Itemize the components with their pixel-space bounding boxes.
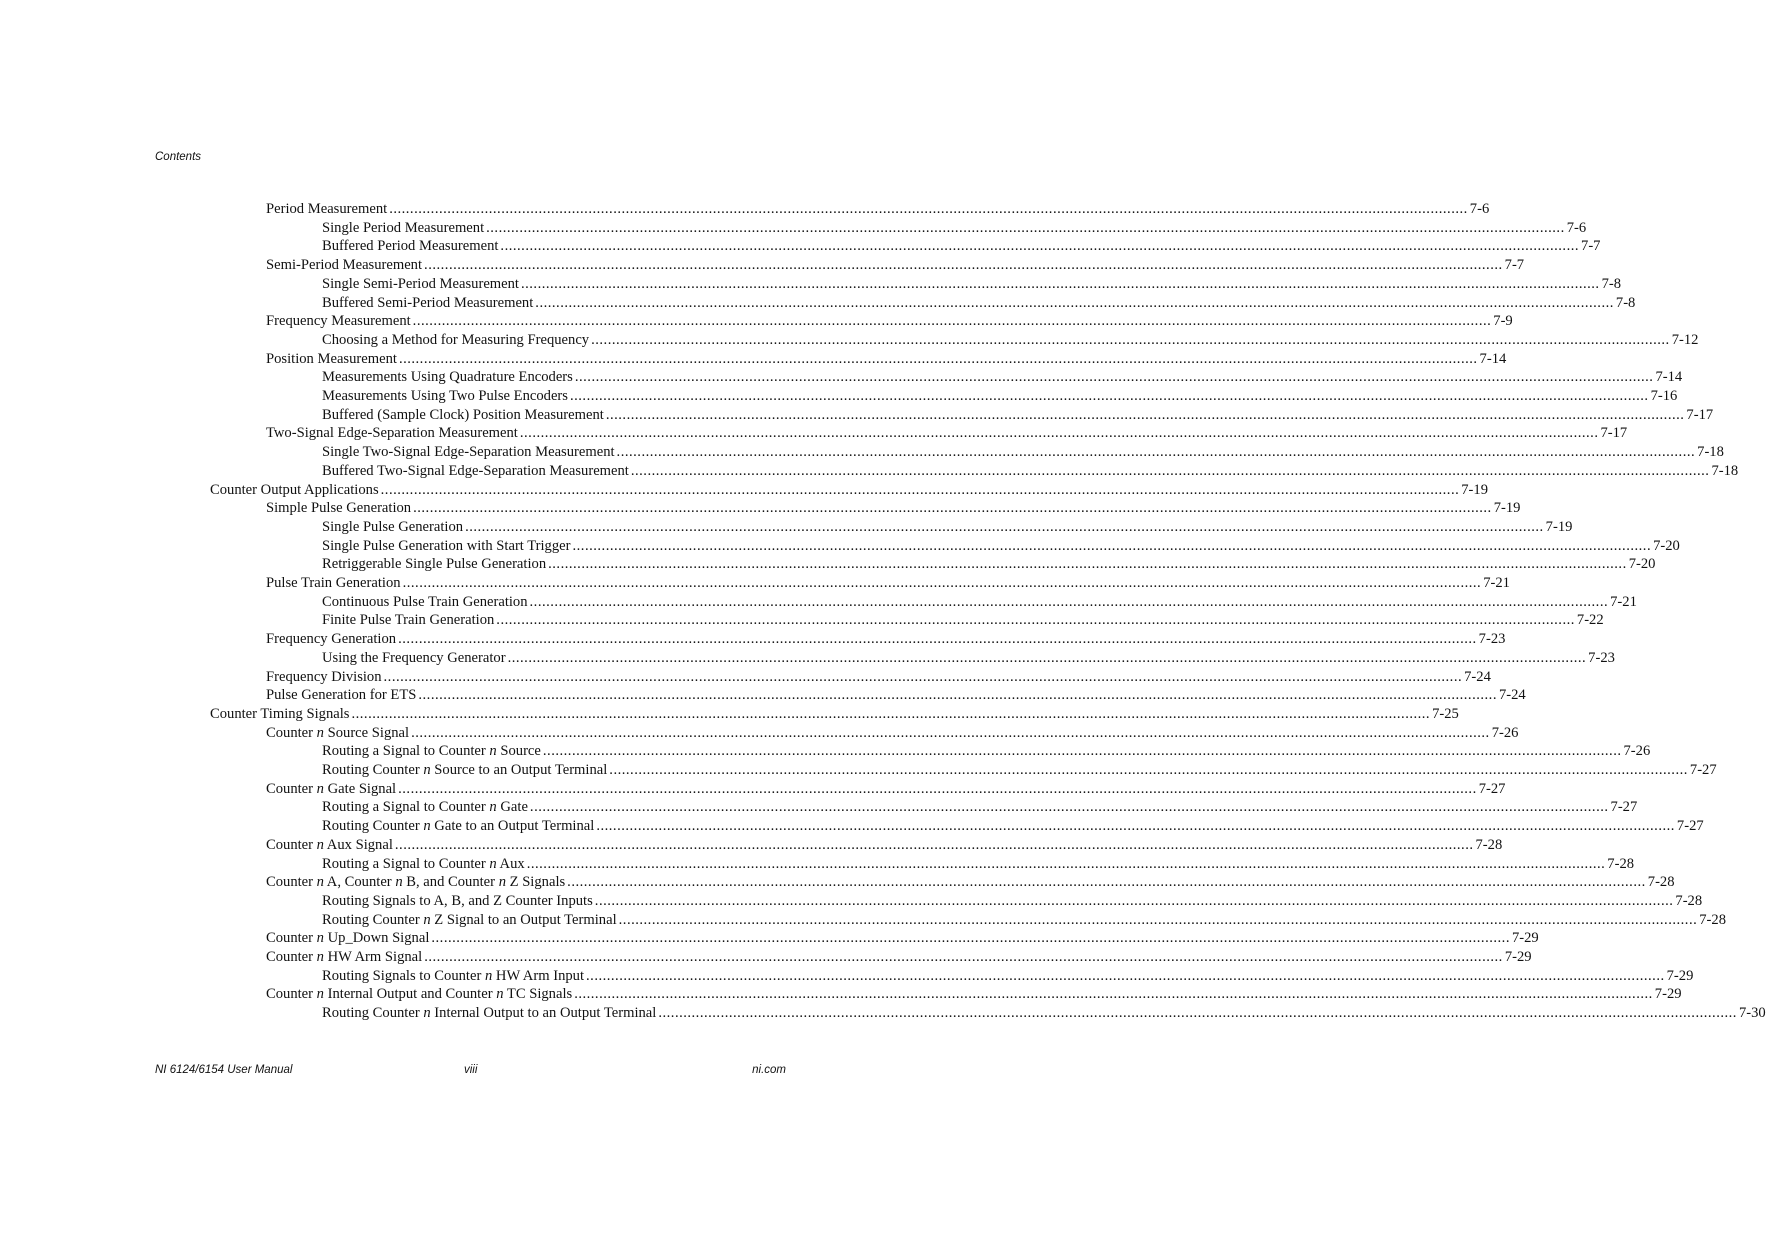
toc-page-number: 7-28	[1607, 855, 1635, 872]
toc-title-text: Routing a Signal to Counter	[322, 855, 490, 872]
toc-title-variable: n	[316, 949, 324, 965]
toc-title-variable: n	[316, 724, 324, 741]
toc-title-variable: n	[489, 743, 497, 760]
toc-dot-leader: ....................................................................................................................................................................................................................................................................	[591, 331, 1670, 348]
toc-entry-title	[322, 294, 533, 313]
toc-title-text: Routing Counter	[322, 911, 424, 928]
toc-title-text: Retriggerable Single Pulse Generation	[322, 556, 547, 573]
toc-dot-leader: ....................................................................................................................................................................................................................................................................	[572, 537, 1652, 554]
toc-dot-leader: ....................................................................................................................................................................................................................................................................	[418, 687, 1497, 704]
toc-dot-leader: ....................................................................................................................................................................................................................................................................	[398, 631, 1477, 648]
toc-dot-leader: ....................................................................................................................................................................................................................................................................	[413, 500, 1492, 517]
toc-entry[interactable]	[322, 368, 1683, 387]
toc-entry-title	[266, 312, 411, 331]
toc-entry-title	[322, 387, 568, 406]
toc-entry[interactable]	[322, 537, 1680, 556]
toc-title-text: Routing Counter	[322, 1005, 424, 1022]
toc-page-number: 7-26	[1491, 724, 1519, 741]
toc-page-number: 7-6	[1469, 201, 1490, 217]
toc-entry[interactable]	[322, 406, 1714, 425]
toc-title-variable: n	[496, 986, 504, 1003]
toc-dot-leader: ....................................................................................................................................................................................................................................................................	[398, 350, 1478, 367]
toc-title-variable: n	[316, 836, 324, 853]
toc-entry[interactable]	[322, 237, 1601, 256]
toc-dot-leader: ....................................................................................................................................................................................................................................................................	[596, 818, 1675, 835]
toc-entry-title	[322, 518, 463, 537]
toc-dot-leader: ....................................................................................................................................................................................................................................................................	[402, 575, 1482, 591]
toc-entry[interactable]	[266, 929, 1539, 948]
toc-entry-title	[266, 574, 401, 593]
toc-entry[interactable]	[322, 518, 1573, 537]
toc-title-text: Aux	[496, 855, 525, 872]
toc-page-number: 7-8	[1601, 275, 1622, 292]
toc-entry-title	[322, 611, 494, 630]
toc-entry[interactable]	[322, 817, 1704, 836]
toc-title-text: Counter	[266, 780, 317, 797]
toc-title-text: Source	[496, 743, 541, 760]
toc-page-number: 7-30	[1738, 1005, 1766, 1022]
toc-title-text: Buffered (Sample Clock) Position Measurement	[322, 406, 604, 423]
toc-title-variable: n	[316, 874, 324, 891]
toc-title-variable: n	[489, 855, 497, 872]
toc-entry-title	[322, 649, 506, 668]
toc-title-text: Z Signals	[505, 874, 566, 891]
toc-title-variable: n	[423, 762, 431, 778]
toc-page-number: 7-14	[1479, 350, 1507, 367]
toc-entry[interactable]	[322, 219, 1587, 238]
toc-title-text: Internal Output and Counter	[323, 986, 497, 1003]
toc-dot-leader: ....................................................................................................................................................................................................................................................................	[520, 275, 1600, 292]
toc-page-number: 7-7	[1504, 257, 1525, 274]
toc-entry[interactable]	[322, 593, 1637, 612]
toc-dot-leader: ....................................................................................................................................................................................................................................................................	[616, 444, 1696, 461]
toc-entry-title	[322, 911, 617, 930]
footer-website: ni.com	[752, 1064, 786, 1076]
toc-title-text: Finite Pulse Train Generation	[322, 612, 495, 629]
toc-title-variable: n	[316, 930, 324, 947]
toc-dot-leader: ....................................................................................................................................................................................................................................................................	[394, 836, 1474, 853]
toc-entry-title	[322, 855, 525, 874]
toc-title-text: Counter	[266, 949, 317, 965]
toc-entry[interactable]	[322, 275, 1622, 294]
toc-title-text: Routing Counter	[322, 818, 424, 835]
toc-title-text: Single Pulse Generation	[322, 518, 464, 535]
toc-entry-title	[322, 967, 584, 986]
toc-entry[interactable]	[266, 836, 1503, 855]
toc-dot-leader: ....................................................................................................................................................................................................................................................................	[383, 668, 1463, 685]
toc-page-number: 7-29	[1666, 967, 1694, 984]
toc-title-text: Single Semi-Period Measurement	[322, 275, 519, 292]
toc-page-number: 7-24	[1464, 668, 1491, 685]
toc-entry[interactable]	[266, 668, 1491, 687]
toc-dot-leader: ....................................................................................................................................................................................................................................................................	[431, 930, 1510, 947]
toc-entry[interactable]	[322, 761, 1717, 780]
footer-manual-title: NI 6124/6154 User Manual	[155, 1064, 293, 1076]
toc-dot-leader: ....................................................................................................................................................................................................................................................................	[486, 219, 1565, 236]
toc-page-number: 7-28	[1675, 892, 1703, 909]
toc-entry-title	[322, 1004, 656, 1023]
toc-page-number: 7-20	[1653, 537, 1680, 554]
toc-title-text: Counter	[266, 930, 317, 947]
toc-entry-title	[322, 798, 528, 817]
toc-title-text: Gate Signal	[323, 780, 397, 797]
toc-title-text: Frequency Division	[266, 668, 382, 685]
toc-dot-leader: ....................................................................................................................................................................................................................................................................	[398, 780, 1477, 797]
toc-entry-title	[266, 630, 396, 649]
toc-entry-title	[266, 668, 382, 687]
toc-page-number: 7-27	[1478, 780, 1506, 797]
running-head: Contents	[155, 151, 202, 163]
toc-title-text: Choosing a Method for Measuring Frequency	[322, 331, 590, 348]
toc-entry-title	[322, 368, 573, 387]
toc-title-text: Single Two-Signal Edge-Separation Measurement	[322, 444, 615, 461]
toc-title-text: Internal Output to an Output Terminal	[430, 1005, 657, 1022]
toc-dot-leader: ....................................................................................................................................................................................................................................................................	[630, 462, 1710, 479]
toc-entry-title	[322, 462, 629, 481]
toc-entry-title	[266, 780, 396, 799]
toc-entry[interactable]	[266, 630, 1506, 649]
toc-page-number: 7-19	[1493, 500, 1521, 517]
toc-page-number: 7-27	[1676, 818, 1704, 835]
toc-title-text: Buffered Period Measurement	[322, 238, 499, 255]
toc-page-number: 7-29	[1654, 986, 1682, 1003]
toc-title-text: Semi-Period Measurement	[266, 257, 423, 274]
toc-title-variable: n	[423, 818, 431, 835]
toc-dot-leader: ....................................................................................................................................................................................................................................................................	[569, 388, 1649, 404]
toc-entry-title	[266, 350, 397, 369]
toc-entry-title	[322, 331, 589, 350]
toc-entry[interactable]	[322, 742, 1651, 761]
toc-page-number: 7-9	[1493, 313, 1513, 330]
toc-entry-title	[322, 593, 528, 612]
toc-title-text: Buffered Two-Signal Edge-Separation Measurement	[322, 462, 629, 479]
toc-entry[interactable]	[322, 294, 1636, 313]
toc-page-number: 7-23	[1478, 631, 1506, 648]
toc-title-text: Measurements Using Two Pulse Encoders	[322, 388, 568, 404]
toc-page-number: 7-18	[1697, 444, 1724, 461]
toc-title-text: Source to an Output Terminal	[430, 762, 608, 778]
toc-entry[interactable]	[266, 574, 1510, 593]
toc-title-variable: n	[484, 967, 493, 984]
toc-entry[interactable]	[322, 387, 1678, 406]
toc-entry-title	[322, 537, 571, 556]
toc-entry-title	[322, 406, 604, 425]
toc-title-variable: n	[423, 911, 431, 928]
toc-entry[interactable]	[322, 892, 1703, 911]
toc-entry[interactable]	[322, 611, 1604, 630]
footer-page-number: viii	[464, 1064, 478, 1076]
toc-page-number: 7-20	[1628, 556, 1656, 573]
toc-dot-leader: ....................................................................................................................................................................................................................................................................	[535, 294, 1614, 311]
toc-title-variable: n	[395, 874, 403, 891]
toc-page-number: 7-17	[1600, 425, 1628, 442]
toc-page-number: 7-14	[1655, 369, 1683, 386]
toc-entry-title	[210, 481, 379, 500]
toc-page-number: 7-18	[1711, 462, 1739, 479]
toc-entry[interactable]	[322, 462, 1739, 481]
toc-dot-leader: ....................................................................................................................................................................................................................................................................	[500, 238, 1580, 255]
toc-title-text: Gate to an Output Terminal	[430, 818, 595, 835]
toc-dot-leader: ....................................................................................................................................................................................................................................................................	[529, 593, 1609, 610]
toc-title-text: Routing Counter	[322, 762, 424, 778]
toc-title-variable: n	[316, 986, 324, 1003]
toc-entry[interactable]	[210, 705, 1459, 724]
toc-entry-title	[266, 929, 429, 948]
toc-entry[interactable]	[266, 948, 1532, 967]
toc-page-number: 7-29	[1511, 930, 1539, 947]
toc-page-number: 7-25	[1432, 705, 1459, 722]
toc-dot-leader: ....................................................................................................................................................................................................................................................................	[567, 874, 1646, 891]
toc-dot-leader: ....................................................................................................................................................................................................................................................................	[380, 481, 1460, 498]
toc-entry[interactable]	[266, 873, 1675, 892]
toc-title-text: HW Arm Input	[492, 967, 585, 984]
toc-page-number: 7-19	[1545, 518, 1573, 535]
toc-page-number: 7-21	[1610, 593, 1637, 610]
toc-entry[interactable]	[266, 780, 1506, 799]
toc-entry-title	[266, 256, 422, 275]
toc-entry[interactable]	[266, 985, 1682, 1004]
toc-entry[interactable]	[322, 798, 1638, 817]
toc-page-number: 7-8	[1615, 294, 1636, 311]
toc-page-number: 7-22	[1576, 612, 1604, 629]
toc-dot-leader: ....................................................................................................................................................................................................................................................................	[519, 425, 1599, 442]
toc-entry[interactable]	[266, 312, 1513, 331]
toc-page-number: 7-28	[1699, 911, 1726, 928]
toc-entry-title	[266, 499, 411, 518]
toc-title-text: Gate	[496, 799, 528, 816]
toc-entry[interactable]	[322, 649, 1615, 668]
toc-title-text: Single Period Measurement	[322, 219, 485, 236]
toc-entry[interactable]	[266, 686, 1526, 705]
toc-dot-leader: ....................................................................................................................................................................................................................................................................	[424, 949, 1503, 965]
toc-title-text: Position Measurement	[266, 350, 397, 367]
toc-dot-leader: ....................................................................................................................................................................................................................................................................	[412, 313, 1492, 330]
toc-page-number: 7-27	[1610, 799, 1638, 816]
toc-page-number: 7-6	[1566, 219, 1587, 236]
toc-page-number: 7-17	[1686, 406, 1714, 423]
toc-title-text: Using the Frequency Generator	[322, 649, 506, 666]
toc-page-number: 7-27	[1689, 762, 1717, 778]
toc-title-text: Buffered Semi-Period Measurement	[322, 294, 534, 311]
toc-entry-title	[266, 985, 572, 1004]
toc-title-text: Frequency Generation	[266, 631, 397, 648]
toc-entry[interactable]	[322, 967, 1694, 986]
toc-page-number: 7-28	[1647, 874, 1675, 891]
toc-entry-title	[266, 686, 416, 705]
toc-title-variable: n	[498, 874, 506, 891]
toc-page-number: 7-19	[1461, 481, 1488, 498]
toc-title-text: Counter	[266, 836, 317, 853]
toc-dot-leader: ....................................................................................................................................................................................................................................................................	[548, 556, 1627, 573]
toc-page-number: 7-21	[1483, 575, 1510, 591]
toc-entry-title	[322, 237, 498, 256]
toc-entry[interactable]	[266, 256, 1525, 275]
toc-entry[interactable]	[210, 481, 1488, 500]
toc-title-text: Source Signal	[323, 724, 410, 741]
toc-title-variable: n	[423, 1005, 431, 1022]
toc-entry[interactable]	[322, 331, 1699, 350]
toc-title-text: Continuous Pulse Train Generation	[322, 593, 528, 610]
toc-title-text: Simple Pulse Generation	[266, 500, 412, 517]
toc-dot-leader: ....................................................................................................................................................................................................................................................................	[618, 911, 1698, 928]
toc-dot-leader: ....................................................................................................................................................................................................................................................................	[609, 762, 1688, 778]
toc-dot-leader: ....................................................................................................................................................................................................................................................................	[605, 406, 1685, 423]
toc-entry[interactable]	[322, 855, 1635, 874]
toc-entry[interactable]	[266, 350, 1507, 369]
toc-title-text: Period Measurement	[266, 201, 388, 217]
toc-title-variable: n	[316, 780, 324, 797]
toc-dot-leader: ....................................................................................................................................................................................................................................................................	[542, 743, 1622, 760]
toc-dot-leader: ....................................................................................................................................................................................................................................................................	[424, 257, 1503, 274]
toc-entry[interactable]	[322, 443, 1724, 462]
toc-title-text: Single Pulse Generation with Start Trigger	[322, 537, 571, 554]
toc-title-text: Counter Output Applications	[210, 481, 379, 498]
toc-page-number: 7-16	[1650, 388, 1678, 404]
toc-dot-leader: ....................................................................................................................................................................................................................................................................	[411, 724, 1490, 741]
toc-entry[interactable]	[266, 499, 1521, 518]
toc-entry[interactable]	[322, 555, 1656, 574]
toc-title-text: Aux Signal	[323, 836, 393, 853]
toc-dot-leader: ....................................................................................................................................................................................................................................................................	[529, 799, 1609, 816]
toc-entry-title	[322, 219, 484, 238]
toc-dot-leader: ....................................................................................................................................................................................................................................................................	[574, 369, 1654, 386]
toc-entry-title	[322, 275, 519, 294]
toc-title-text: Z Signal to an Output Terminal	[430, 911, 617, 928]
toc-entry-title	[266, 948, 422, 967]
toc-entry-title	[210, 705, 349, 724]
toc-title-text: Two-Signal Edge-Separation Measurement	[266, 425, 518, 442]
toc-entry-title	[266, 836, 393, 855]
toc-title-text: Frequency Measurement	[266, 313, 411, 330]
toc-dot-leader: ....................................................................................................................................................................................................................................................................	[496, 612, 1575, 629]
toc-page-number: 7-26	[1623, 743, 1651, 760]
toc-dot-leader: ....................................................................................................................................................................................................................................................................	[586, 967, 1665, 984]
toc-title-variable: n	[489, 799, 497, 816]
toc-entry-title	[266, 424, 518, 443]
toc-title-text: HW Arm Signal	[323, 949, 423, 965]
toc-title-text: A, Counter	[323, 874, 396, 891]
toc-entry-title	[266, 873, 565, 892]
toc-entry[interactable]	[322, 911, 1726, 930]
toc-entry-title	[322, 443, 615, 462]
toc-title-text: Routing a Signal to Counter	[322, 743, 490, 760]
toc-entry[interactable]	[266, 424, 1628, 443]
toc-dot-leader: ....................................................................................................................................................................................................................................................................	[594, 892, 1674, 909]
toc-dot-leader: ....................................................................................................................................................................................................................................................................	[574, 986, 1653, 1003]
toc-page-number: 7-23	[1588, 649, 1615, 666]
toc-title-text: Pulse Generation for ETS	[266, 687, 417, 704]
toc-title-text: Up_Down Signal	[323, 930, 430, 947]
toc-entry-title	[322, 761, 607, 780]
toc-title-text: B, and Counter	[402, 874, 499, 891]
toc-title-text: Counter	[266, 986, 317, 1003]
toc-title-text: Routing Signals to Counter	[322, 967, 485, 984]
toc-dot-leader: ....................................................................................................................................................................................................................................................................	[351, 705, 1431, 722]
toc-page-number: 7-12	[1671, 331, 1699, 348]
toc-title-text: Measurements Using Quadrature Encoders	[322, 369, 573, 386]
toc-title-text: Counter	[266, 874, 317, 891]
toc-title-text: Routing a Signal to Counter	[322, 799, 490, 816]
toc-title-text: TC Signals	[503, 986, 573, 1003]
toc-entry-title	[322, 892, 593, 911]
toc-entry[interactable]	[322, 1004, 1766, 1023]
toc-title-text: Pulse Train Generation	[266, 575, 401, 591]
toc-dot-leader: ....................................................................................................................................................................................................................................................................	[389, 201, 1468, 217]
toc-entry-title	[266, 724, 409, 743]
toc-page-number: 7-29	[1504, 949, 1532, 965]
toc-page-number: 7-24	[1498, 687, 1526, 704]
toc-dot-leader: ....................................................................................................................................................................................................................................................................	[465, 518, 1544, 535]
toc-entry-title	[322, 555, 546, 574]
toc-dot-leader: ....................................................................................................................................................................................................................................................................	[526, 855, 1606, 872]
toc-title-text: Counter	[266, 724, 317, 741]
toc-entry-title	[322, 817, 594, 836]
toc-dot-leader: ....................................................................................................................................................................................................................................................................	[658, 1005, 1737, 1022]
toc-page-number: 7-28	[1475, 836, 1503, 853]
toc-entry[interactable]	[266, 724, 1519, 743]
toc-title-text: Routing Signals to A, B, and Z Counter Inputs	[322, 892, 593, 909]
toc-dot-leader: ....................................................................................................................................................................................................................................................................	[507, 649, 1587, 666]
toc-title-text: Counter Timing Signals	[210, 705, 350, 722]
toc-entry-title	[266, 200, 387, 219]
toc-entry-title	[322, 742, 541, 761]
toc-entry[interactable]	[266, 200, 1490, 219]
toc-page-number: 7-7	[1581, 238, 1601, 255]
